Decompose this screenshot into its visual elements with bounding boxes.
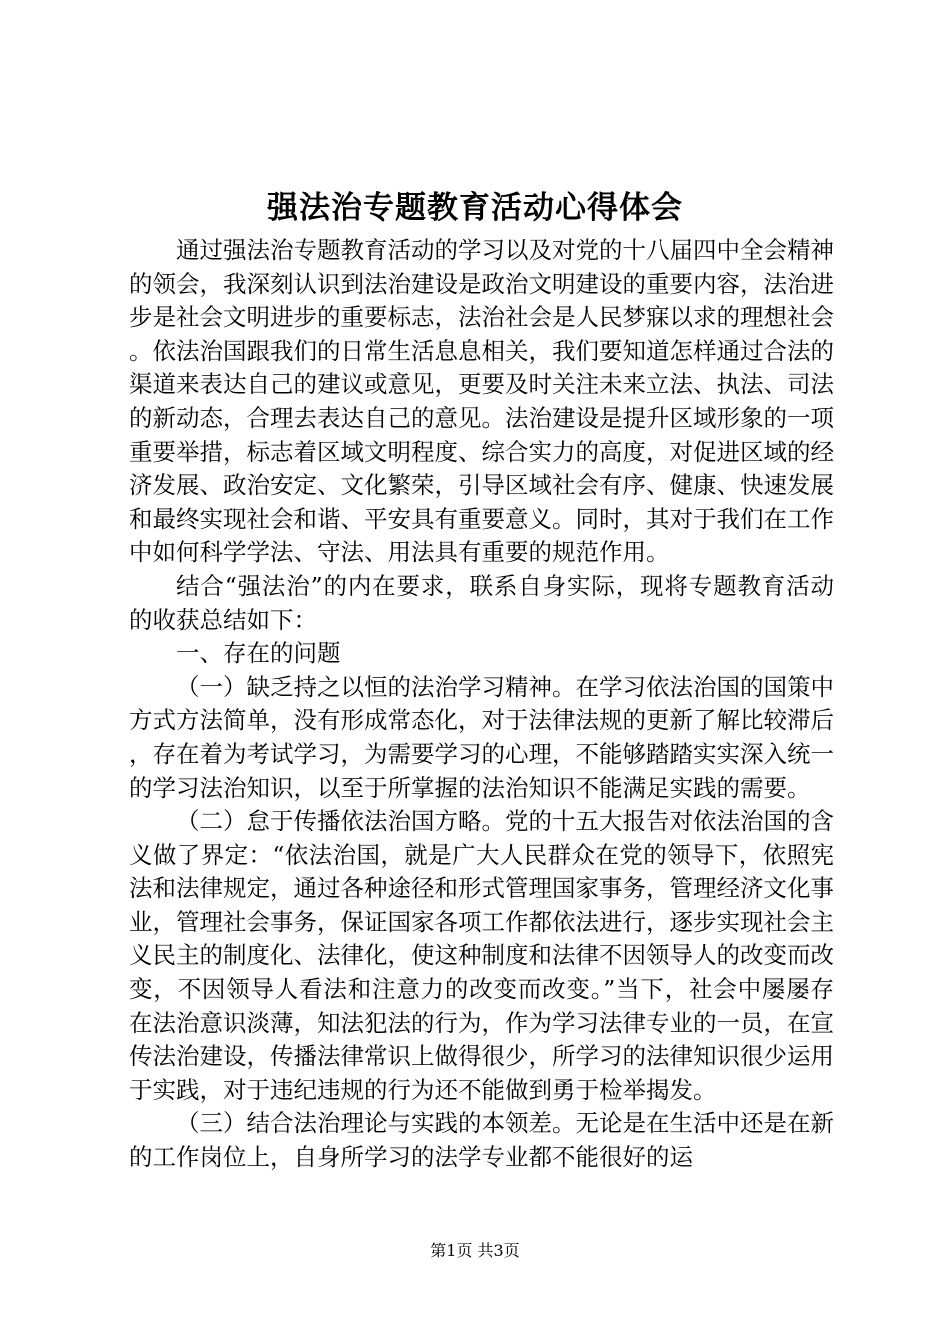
paragraph-problem-2: （二）怠于传播依法治国方略。党的十五大报告对依法治国的含义做了界定：“依法治国，就是广大人民群众在党的领导下，依照宪法和法律规定，通过各种途径和形式管理国家事务，管理经济文化事业，管理社会事务，保证国家各项工作都依法进行，逐步实现社会主义民主的制度化、法律化，使这种制度和法律不因领导人的改变而改变，不因领导人看法和注意力的改变而改变。”当下，社会中屡屡存在法治意识淡薄，知法犯法的行为，作为学习法律专业的一员，在宣传法治建设，传播法律常识上做得很少，所学习的法律知识很少运用于实践，对于违纪违规的行为还不能做到勇于检举揭发。 [129,807,834,1104]
page-footer: 第1页 共3页 [430,1241,520,1260]
document-title: 强法治专题教育活动心得体会 [267,190,683,226]
paragraph-intro: 通过强法治专题教育活动的学习以及对党的十八届四中全会精神的领会，我深刻认识到法治建设是政治文明建设的重要内容，法治进步是社会文明进步的重要标志，法治社会是人民梦寐以求的理想社会。依法治国跟我们的日常生活息息相关，我们要知道怎样通过合法的渠道来表达自己的建议或意见，更要及时关注未来立法、执法、司法的新动态，合理去表达自己的意见。法治建设是提升区域形象的一项重要举措，标志着区域文明程度、综合实力的高度，对促进区域的经济发展、政治安定、文化繁荣，引导区域社会有序、健康、快速发展和最终实现社会和谐、平安具有重要意义。同时，其对于我们在工作中如何科学学法、守法、用法具有重要的规范作用。 [129,236,834,567]
paragraph-summary-lead: 结合“强法治”的内在要求，联系自身实际，现将专题教育活动的收获总结如下： [129,571,834,634]
paragraph-problem-1: （一）缺乏持之以恒的法治学习精神。在学习依法治国的国策中方式方法简单，没有形成常态化，对于法律法规的更新了解比较滞后，存在着为考试学习，为需要学习的心理，不能够踏踏实实深入统一的学习法治知识，以至于所掌握的法治知识不能满足实践的需要。 [129,672,834,802]
section-heading-problems: 一、存在的问题 [176,639,341,668]
paragraph-problem-3: （三）结合法治理论与实践的本领差。无论是在生活中还是在新的工作岗位上，自身所学习的法学专业都不能很好的运 [129,1109,834,1172]
document-body [129,234,834,1175]
